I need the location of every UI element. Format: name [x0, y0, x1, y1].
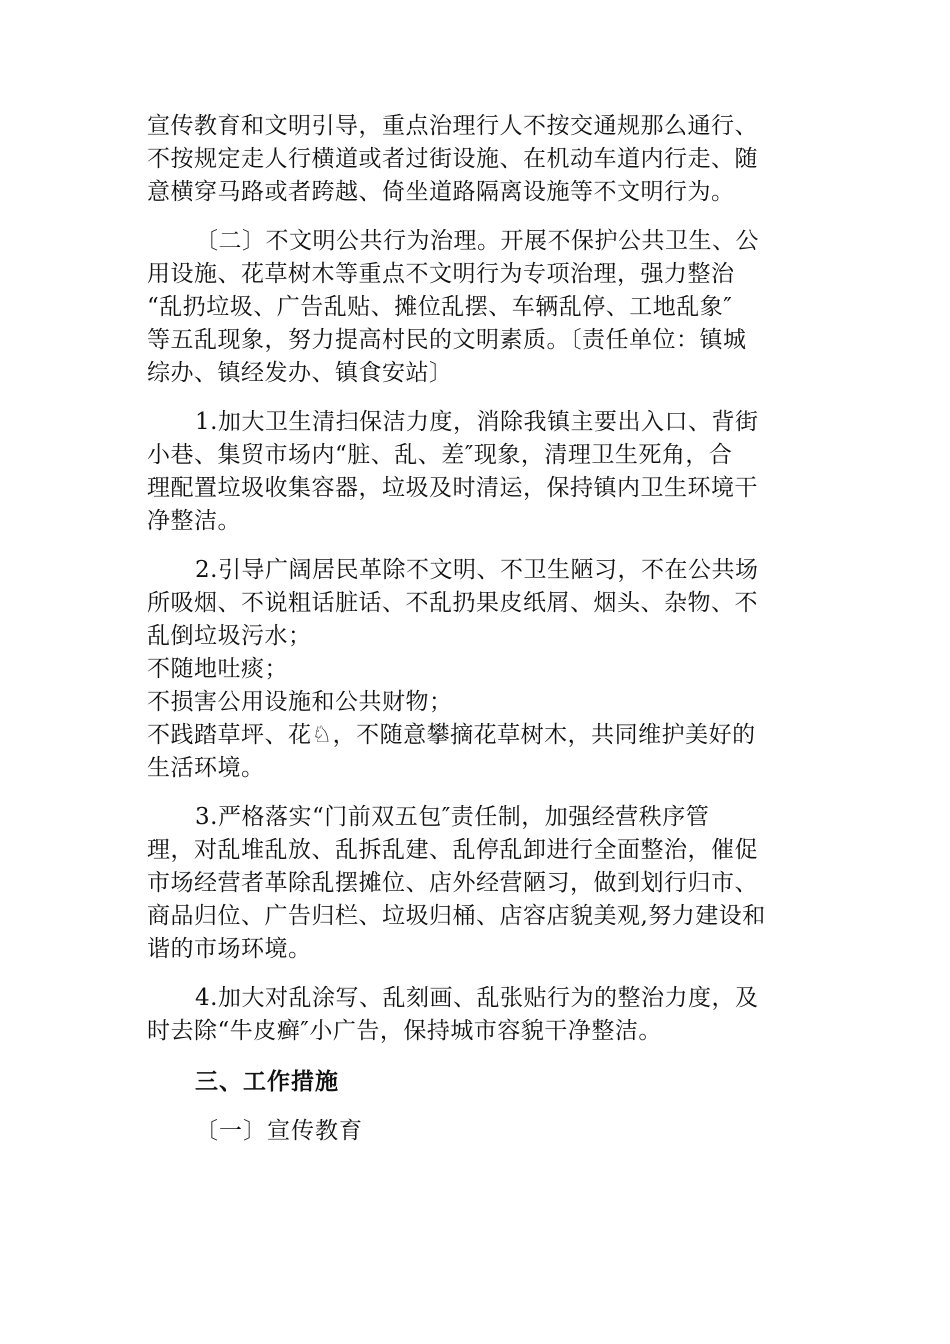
- text-line: 商品归位、广告归栏、垃圾归桶、店容店貌美观,努力建设和: [147, 903, 766, 929]
- paragraph-item-4: [147, 982, 807, 1048]
- text-line: 宣传教育和文明引导，重点治理行人不按交通规那么通行、: [147, 113, 758, 139]
- text-line: 2.引导广阔居民革除不文明、不卫生陋习，不在公共场: [195, 557, 759, 583]
- text-line: 意横穿马路或者跨越、倚坐道路隔离设施等不文明行为。: [147, 179, 735, 205]
- paragraph-item-1: [147, 406, 807, 538]
- paragraph-public-behavior: [147, 225, 807, 390]
- text-line: 用设施、花草树木等重点不文明行为专项治理，强力整治: [147, 261, 735, 287]
- text-line: 乱倒垃圾污水；: [147, 623, 312, 649]
- text-line: 所吸烟、不说粗话脏话、不乱扔果皮纸屑、烟头、杂物、不: [147, 590, 758, 616]
- text-line: 理配置垃圾收集容器，垃圾及时清运，保持镇内卫生环境干: [147, 475, 758, 501]
- text-line: 市场经营者革除乱摆摊位、店外经营陋习，做到划行归市、: [147, 870, 758, 896]
- sub-heading: 〔一〕宣传教育: [195, 1118, 363, 1144]
- text-line: 小巷、集贸市场内“脏、乱、差″现象，清理卫生死角，合: [147, 442, 733, 468]
- text-line: 综办、镇经发办、镇食安站〕: [147, 360, 453, 386]
- text-line: 1.加大卫生清扫保洁力度，消除我镇主要出入口、背街: [195, 409, 759, 435]
- text-line: 谐的市场环境。: [147, 936, 312, 962]
- paragraph-item-3: [147, 801, 807, 966]
- text-line: 等五乱现象，努力提高村民的文明素质。〔责任单位：镇城: [147, 327, 747, 353]
- text-line: 时去除“牛皮癣″小广告，保持城市容貌干净整洁。: [147, 1018, 662, 1044]
- text-line: 4.加大对乱涂写、乱刻画、乱张贴行为的整治力度，及: [195, 985, 759, 1011]
- paragraph-item-2: [147, 554, 807, 785]
- text-line: 生活环境。: [147, 755, 265, 781]
- section-heading: 三、工作措施: [195, 1069, 339, 1095]
- document-page: [147, 110, 807, 1148]
- text-line: 不损害公用设施和公共财物；: [147, 689, 453, 715]
- text-line: 3.严格落实“门前双五包″责任制，加强经营秩序管: [195, 804, 710, 830]
- text-line: 不按规定走人行横道或者过街设施、在机动车道内行走、随: [147, 146, 758, 172]
- text-line: 不践踏草坪、花♘，不随意攀摘花草树木，共同维护美好的: [147, 722, 756, 748]
- text-line: 净整洁。: [147, 508, 241, 534]
- text-line: 不随地吐痰；: [147, 656, 288, 682]
- text-line: “乱扔垃圾、广告乱贴、摊位乱摆、车辆乱停、工地乱象″: [147, 294, 733, 320]
- text-line: 理，对乱堆乱放、乱拆乱建、乱停乱卸进行全面整治，催促: [147, 837, 758, 863]
- text-line: 〔二〕不文明公共行为治理。开展不保护公共卫生、公: [195, 228, 759, 254]
- paragraph-traffic-guidance: [147, 110, 807, 209]
